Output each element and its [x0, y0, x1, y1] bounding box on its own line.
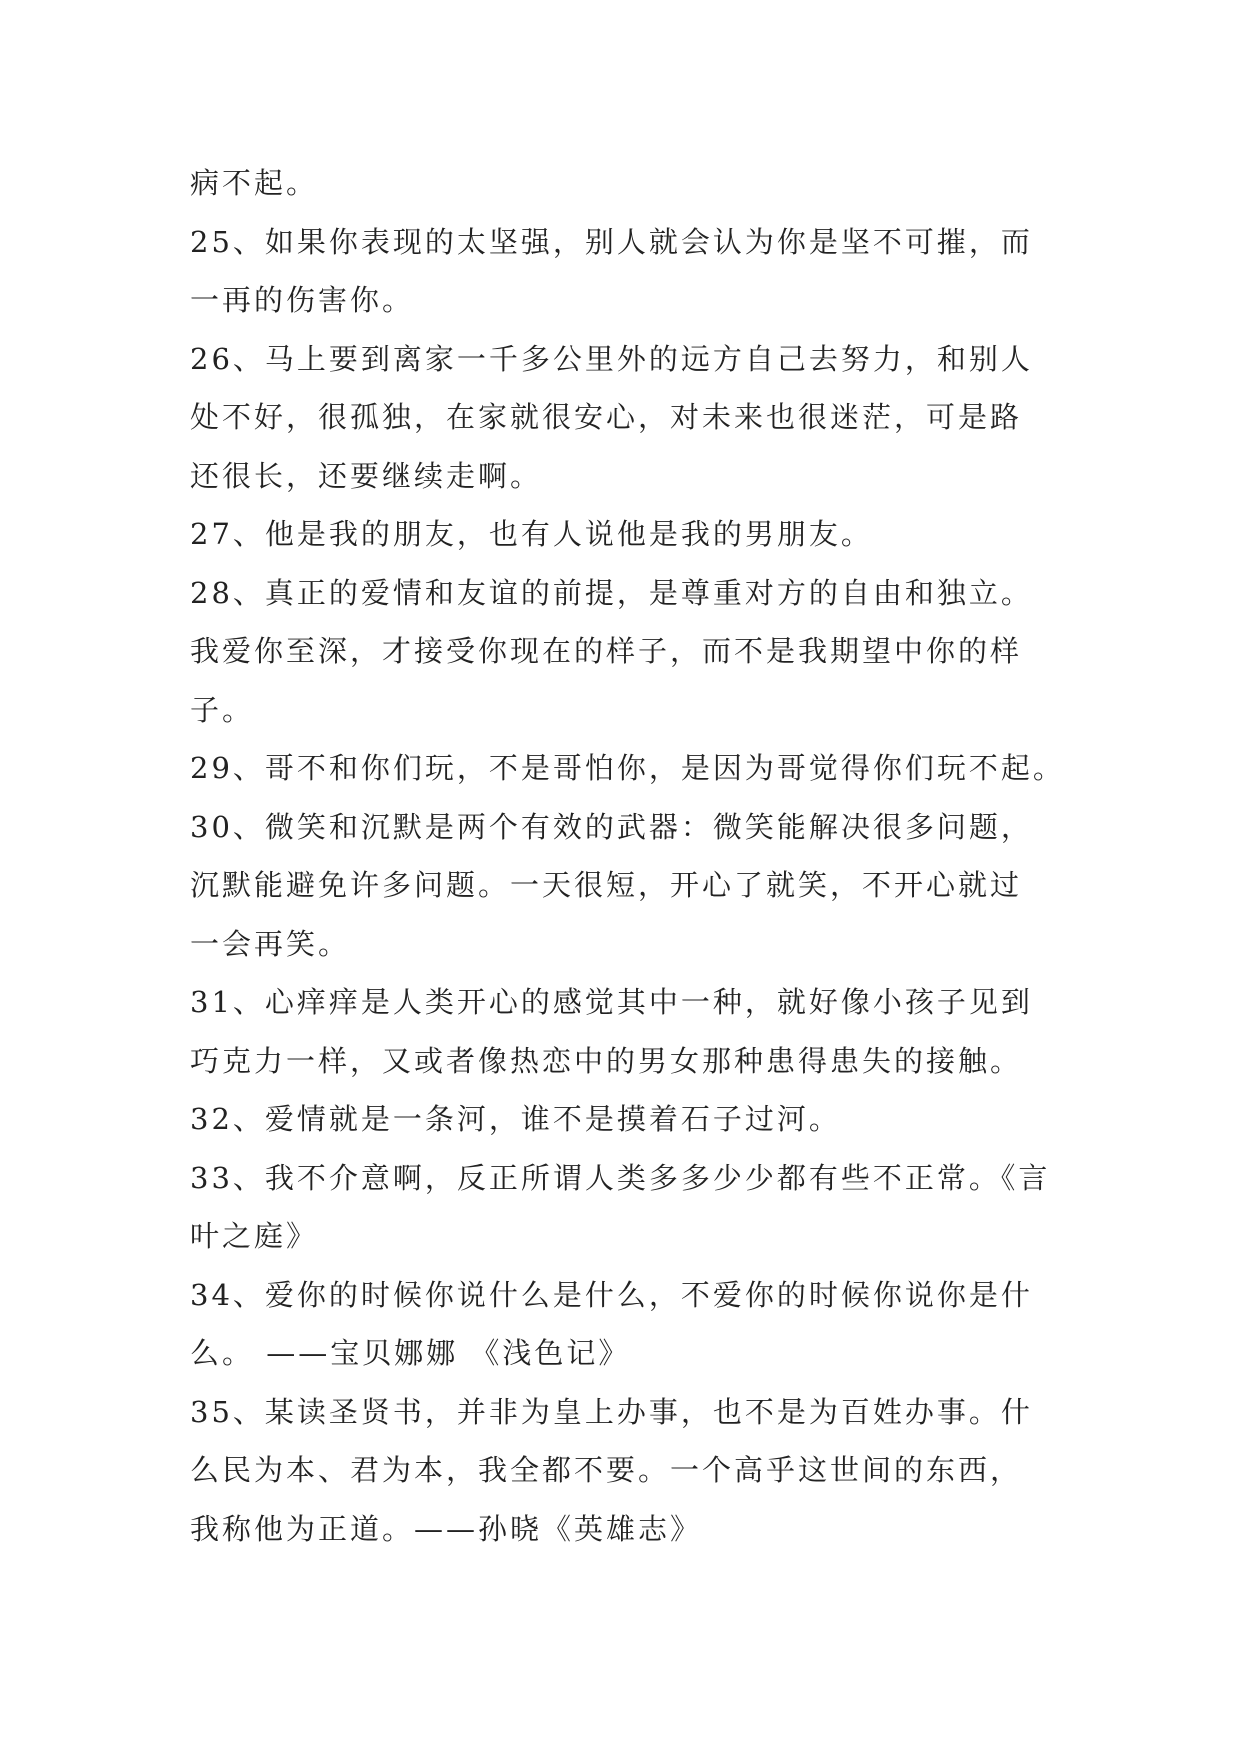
text-line: 还很长，还要继续走啊。 — [190, 458, 543, 493]
text-line: 我称他为正道。——孙晓《英雄志》 — [190, 1511, 703, 1546]
text-line: 沉默能避免许多问题。一天很短，开心了就笑，不开心就过 — [190, 868, 1023, 902]
text-line: 处不好，很孤独，在家就很安心，对未来也很迷茫，可是路 — [190, 400, 1023, 434]
text-line: 27、他是我的朋友，也有人说他是我的男朋友。 — [190, 517, 873, 551]
text-line: 么。 ——宝贝娜娜 《浅色记》 — [190, 1336, 631, 1370]
text-line: 巧克力一样，又或者像热恋中的男女那种患得患失的接触。 — [190, 1043, 1023, 1078]
text-line: 么民为本、君为本，我全都不要。一个高乎这世间的东西， — [190, 1453, 1023, 1487]
text-line: 33、我不介意啊，反正所谓人类多多少少都有些不正常。《言 — [190, 1160, 1051, 1195]
text-line: 30、微笑和沉默是两个有效的武器：微笑能解决很多问题， — [190, 809, 1033, 844]
text-line: 29、哥不和你们玩，不是哥怕你，是因为哥觉得你们玩不起。 — [190, 751, 1065, 785]
document-body — [190, 154, 1070, 1558]
text-line: 25、如果你表现的太坚强，别人就会认为你是坚不可摧，而 — [190, 224, 1033, 259]
text-line: 我爱你至深，才接受你现在的样子，而不是我期望中你的样 — [190, 634, 1023, 668]
text-line: 子。 — [190, 692, 255, 727]
text-line: 叶之庭》 — [190, 1219, 319, 1253]
text-line: 一再的伤害你。 — [190, 283, 415, 317]
text-line: 35、某读圣贤书，并非为皇上办事，也不是为百姓办事。什 — [190, 1394, 1033, 1429]
text-line: 一会再笑。 — [190, 926, 351, 961]
text-line: 32、爱情就是一条河，谁不是摸着石子过河。 — [190, 1102, 841, 1136]
text-line: 31、心痒痒是人类开心的感觉其中一种，就好像小孩子见到 — [190, 985, 1033, 1019]
text-line: 病不起。 — [190, 166, 319, 200]
text-line: 26、马上要到离家一千多公里外的远方自己去努力，和别人 — [190, 341, 1033, 376]
text-line: 34、爱你的时候你说什么是什么，不爱你的时候你说你是什 — [190, 1277, 1033, 1312]
text-line: 28、真正的爱情和友谊的前提，是尊重对方的自由和独立。 — [190, 575, 1033, 610]
